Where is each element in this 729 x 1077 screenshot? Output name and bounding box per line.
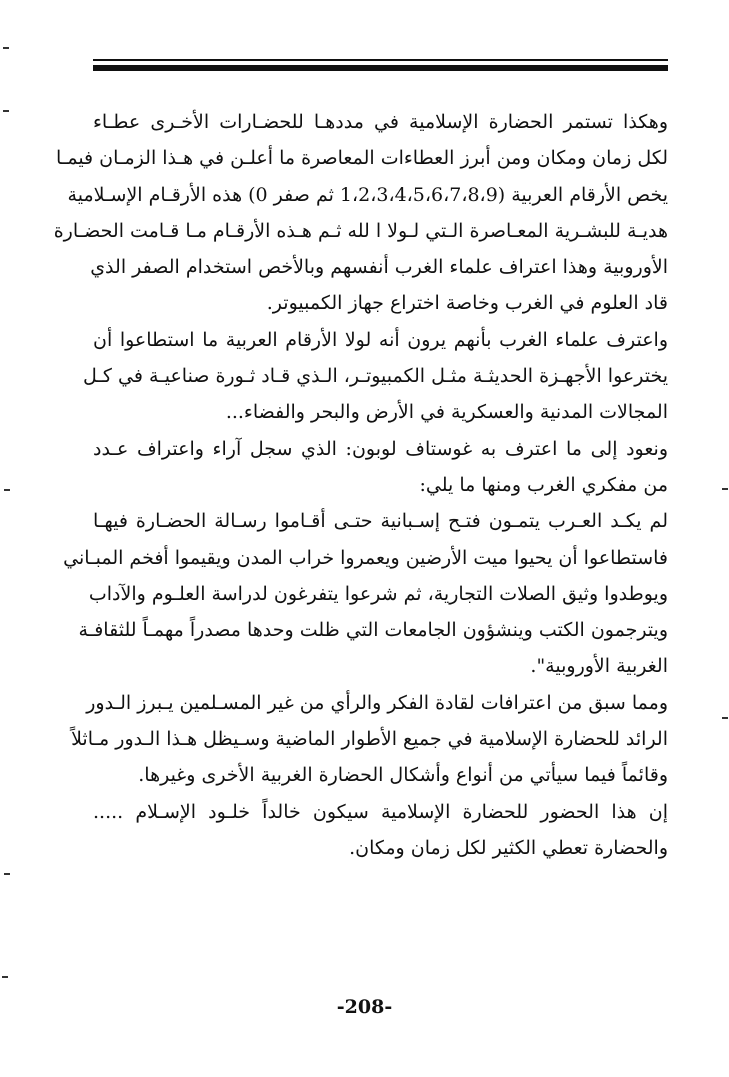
text-line: لم يكـد العـرب يتمـون فتـح إسـبانية حتـى أقـاموا رسـالة الحضـارة فيهـا — [93, 510, 668, 533]
margin-mark — [722, 717, 728, 719]
margin-mark — [4, 873, 10, 875]
paragraph-2 — [82, 322, 668, 431]
text-line: هديـة للبشـرية المعـاصرة الـتي لـولا ا لله ثـم هـذه الأرقـام مـا قـامت الحضـارة — [53, 219, 668, 242]
text-line: ويوطدوا وثيق الصلات التجارية، ثم شرعوا يتفرغون لدراسة العلـوم والآداب — [88, 582, 668, 605]
text-line: وقائماً فيما سيأتي من أنواع وأشكال الحضارة الغربية الأخرى وغيرها. — [138, 764, 668, 787]
text-line: وهكذا تستمر الحضارة الإسلامية في مددهـا للحضـارات الأخـرى عطـاء — [93, 111, 668, 133]
text-line: المجالات المدنية والعسكرية في الأرض والبحر والفضاء... — [225, 401, 668, 424]
text-line: يخص الأرقام العربية (1،2،3،4،5،6،7،8،9 ثم صفر 0) هذه الأرقـام الإسـلامية — [67, 183, 668, 206]
margin-mark — [3, 110, 9, 112]
page-number: -208- — [336, 996, 393, 1018]
text-line: إن هذا الحضور للحضارة الإسلامية سيكون خالداً خلـود الإسـلام ..... — [93, 800, 668, 823]
text-line: واعترف علماء الغرب بأنهم يرون أنه لولا الأرقام العربية ما استطاعوا أن — [93, 328, 668, 351]
paragraph-5 — [71, 685, 668, 794]
paragraph-1 — [53, 104, 668, 322]
paragraph-3 — [93, 431, 668, 504]
paragraph-6 — [93, 794, 668, 867]
margin-mark — [722, 488, 728, 490]
paragraph-4-quote — [63, 503, 668, 684]
text-line: يخترعوا الأجهـزة الحديثـة مثـل الكمبيوتـر، الـذي قـاد ثـورة صناعيـة في كـل — [82, 365, 668, 388]
margin-mark — [2, 976, 8, 978]
text-line: الأوروبية وهذا اعتراف علماء الغرب أنفسهم وبالأخص استخدام الصفر الذي — [90, 256, 668, 279]
text-line: من مفكري الغرب ومنها ما يلي: — [419, 473, 668, 496]
text-line: الغربية الأوروبية". — [530, 655, 668, 678]
header-rule-thin — [93, 59, 668, 61]
text-line: فاستطاعوا أن يحيوا ميت الأرضين ويعمروا خراب المدن ويقيموا أفخم المبـاني — [63, 546, 668, 569]
header-rule-thick — [93, 65, 668, 71]
text-line: ويترجمون الكتب وينشؤون الجامعات التي ظلت وحدها مصدراً مهمـاً للثقافـة — [78, 619, 668, 642]
text-line: والحضارة تعطي الكثير لكل زمان ومكان. — [349, 836, 668, 859]
margin-mark — [4, 489, 10, 491]
text-line: ونعود إلى ما اعترف به غوستاف لوبون: الذي سجل آراء واعتراف عـدد — [93, 437, 668, 460]
text-line: ومما سبق من اعترافات لقادة الفكر والرأي من غير المسـلمين يـبرز الـدور — [86, 691, 668, 714]
text-line: الرائد للحضارة الإسلامية في جميع الأطوار الماضية وسـيظل هـذا الـدور مـاثلاً — [71, 728, 668, 751]
body-text — [53, 104, 668, 866]
margin-mark — [3, 47, 9, 49]
text-line: لكل زمان ومكان ومن أبرز العطاءات المعاصرة ما أعلـن في هـذا الزمـان فيمـا — [55, 147, 668, 170]
text-line: قاد العلوم في الغرب وخاصة اختراع جهاز الكمبيوتر. — [266, 292, 668, 315]
